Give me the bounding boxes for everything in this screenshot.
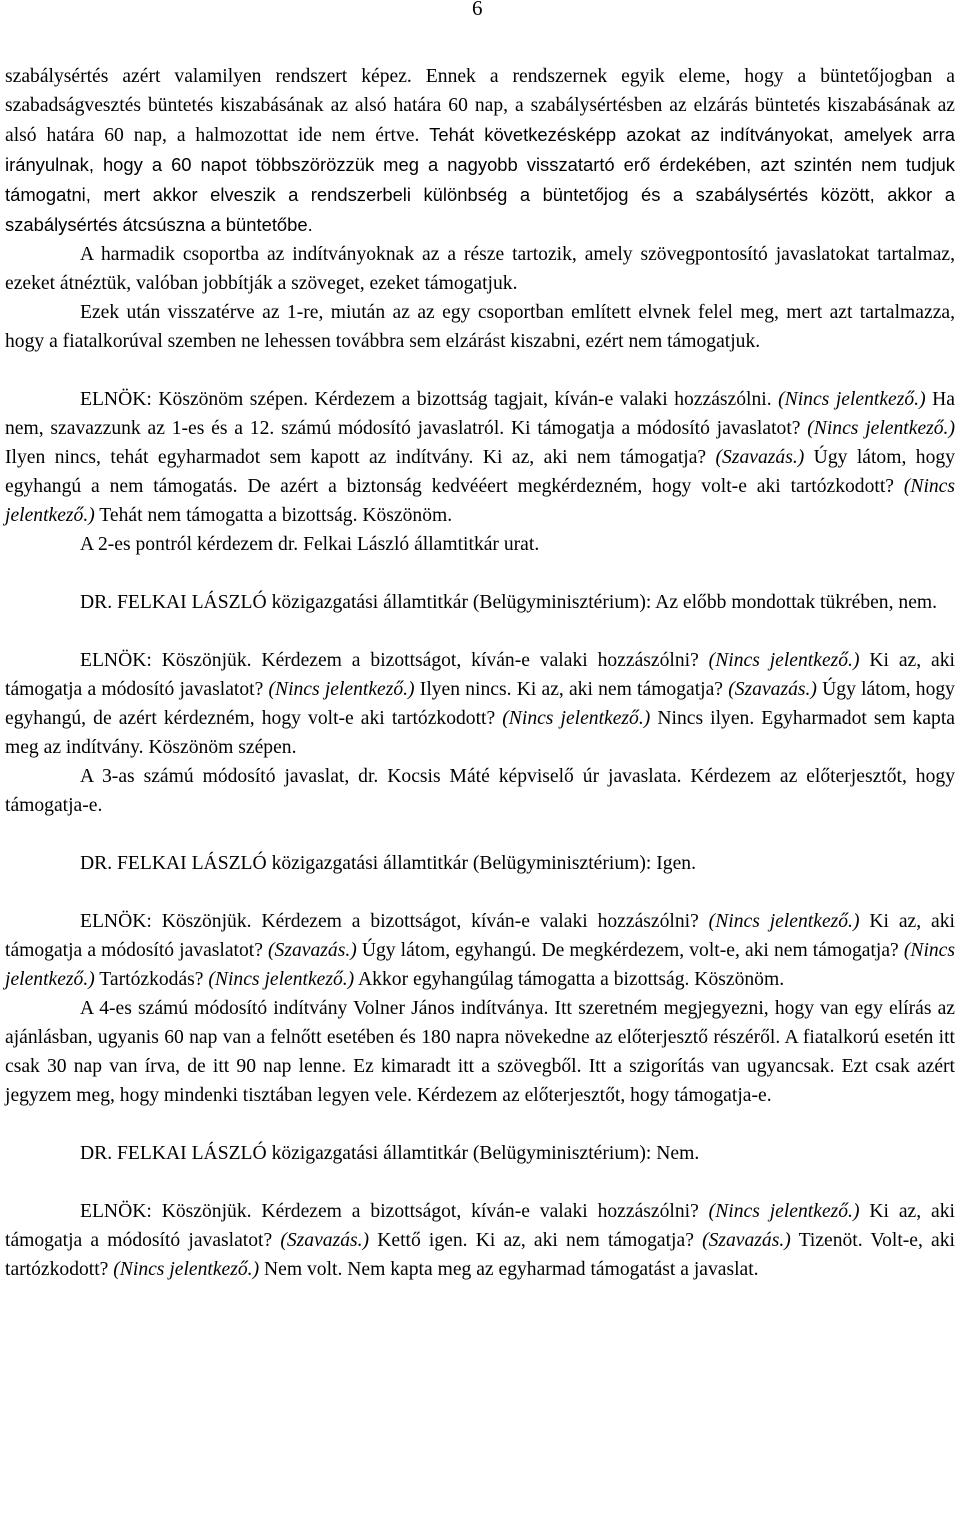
paragraph-1-part-b: Tehát következésképp azokat az indítványokat, amelyek arra irányulnak, hogy a 60 napot többszörözzük meg a nagyobb visszatartó erő érdekében, azt szintén nem tudjuk támogatni, mert akkor elveszik a rendszerbeli különbség a büntetőjog és a szabálysértés között, akkor a szabálysértés átcsúszna a büntetőbe. — [5, 124, 955, 235]
p4-text-4: Úgy látom, hogy egyhangú a nem támogatás. De azért a biztonság kedvééert megkérdezném, hogy volt-e aki tartózkodott? — [5, 447, 955, 497]
p7-remark-1: (Nincs jelentkező.) — [708, 650, 860, 671]
p4-remark-1: (Nincs jelentkező.) — [778, 389, 926, 410]
p7-text-4: Úgy látom, hogy egyhangú, de azért kérdezném, hogy volt-e aki tartózkodott? — [5, 679, 955, 729]
p4-remark-3: (Szavazás.) — [715, 447, 805, 468]
p13-remark-2: (Szavazás.) — [280, 1230, 370, 1251]
p10-text-1: ELNÖK: Köszönjük. Kérdezem a bizottságot, kíván-e valaki hozzászólni? — [80, 911, 709, 932]
p7-text-1: ELNÖK: Köszönjük. Kérdezem a bizottságot, kíván-e valaki hozzászólni? — [80, 650, 709, 671]
page-number-text: 6 — [472, 0, 483, 20]
paragraph-6: DR. FELKAI LÁSZLÓ közigazgatási államtitkár (Belügyminisztérium): Az előbb mondottak tükrében, nem. — [80, 592, 938, 613]
p4-text-2: Ha nem, szavazzunk az 1-es és a 12. számú módosító javaslatról. Ki támogatja a módosító javaslatot? — [5, 389, 955, 439]
document-body — [5, 62, 955, 1284]
p13-remark-1: (Nincs jelentkező.) — [708, 1201, 860, 1222]
paragraph-4 — [5, 385, 955, 530]
p13-text-5: Nem volt. Nem kapta meg az egyharmad támogatást a javaslat. — [259, 1259, 759, 1280]
p10-text-2: Ki az, aki támogatja a módosító javaslatot? — [5, 911, 955, 961]
p13-remark-4: (Nincs jelentkező.) — [113, 1259, 260, 1280]
paragraph-2: A harmadik csoportba az indítványoknak az a része tartozik, amely szövegpontosító javaslatokat tartalmaz, ezeket átnéztük, valóban jobbítják a szöveget, ezeket támogatjuk. — [5, 244, 955, 294]
paragraph-7 — [5, 646, 955, 762]
p13-text-2: Ki az, aki támogatja a módosító javaslatot? — [5, 1201, 955, 1251]
p7-remark-3: (Szavazás.) — [728, 679, 817, 700]
p10-remark-3: (Nincs jelentkező.) — [5, 940, 955, 990]
p10-remark-1: (Nincs jelentkező.) — [708, 911, 860, 932]
paragraph-3: Ezek után visszatérve az 1-re, miután az az egy csoportban említett elvnek felel meg, mert azt tartalmazza, hogy a fiatalkorúval szemben ne lehessen továbbra sem elzárást kiszabni, ezért nem támogatjuk. — [5, 302, 955, 352]
p7-text-3: Ilyen nincs. Ki az, aki nem támogatja? — [414, 679, 729, 700]
paragraph-12: DR. FELKAI LÁSZLÓ közigazgatási államtitkár (Belügyminisztérium): Nem. — [80, 1143, 700, 1164]
p7-text-5: Nincs ilyen. Egyharmadot sem kapta meg az indítvány. Köszönöm szépen. — [5, 708, 955, 758]
p10-text-4: Tartózkodás? — [94, 969, 209, 990]
paragraph-13 — [5, 1197, 955, 1284]
p10-text-5: Akkor egyhangúlag támogatta a bizottság. Köszönöm. — [354, 969, 785, 990]
paragraph-1-part-a: szabálysértés azért valamilyen rendszert képez. Ennek a rendszernek egyik eleme, hogy a büntetőjogban a szabadságvesztés büntetés kiszabásának az alsó határa 60 nap, a szabálysértésben az elzárás büntetés kiszabásának az alsó határa 60 nap, a halmozottat ide nem értve. — [5, 66, 955, 146]
p10-remark-2: (Szavazás.) — [268, 940, 357, 961]
p4-remark-2: (Nincs jelentkező.) — [807, 418, 955, 439]
paragraph-11: A 4-es számú módosító indítvány Volner János indítványa. Itt szeretném megjegyezni, hogy van egy elírás az ajánlásban, ugyanis 60 nap van a felnőtt esetében és 180 napra növekedne az előterjesztő részéről. A fiatalkorú esetén itt csak 30 nap van írva, de itt 90 nap lenne. Ez kimaradt itt a szövegből. Itt a szigorítás van ugyancsak. Ezt csak azért jegyzem meg, hogy mindenki tisztában legyen vele. Kérdezem az előterjesztőt, hogy támogatja-e. — [5, 998, 955, 1106]
p7-text-2: Ki az, aki támogatja a módosító javaslatot? — [5, 650, 955, 700]
paragraph-8: A 3-as számú módosító javaslat, dr. Kocsis Máté képviselő úr javaslata. Kérdezem az előterjesztőt, hogy támogatja-e. — [5, 766, 955, 816]
paragraph-1 — [5, 62, 955, 240]
paragraph-10 — [5, 907, 955, 994]
paragraph-5: A 2-es pontról kérdezem dr. Felkai László államtitkár urat. — [80, 534, 540, 555]
p13-text-1: ELNÖK: Köszönjük. Kérdezem a bizottságot, kíván-e valaki hozzászólni? — [80, 1201, 709, 1222]
p4-text-5: Tehát nem támogatta a bizottság. Köszönöm. — [94, 505, 453, 526]
p10-text-3: Úgy látom, egyhangú. De megkérdezem, volt-e, aki nem támogatja? — [356, 940, 904, 961]
p13-remark-3: (Szavazás.) — [702, 1230, 791, 1251]
p7-remark-4: (Nincs jelentkező.) — [502, 708, 651, 729]
p7-remark-2: (Nincs jelentkező.) — [268, 679, 415, 700]
p4-text-1: ELNÖK: Köszönöm szépen. Kérdezem a bizottság tagjait, kíván-e valaki hozzászólni. — [80, 389, 779, 410]
p10-remark-4: (Nincs jelentkező.) — [208, 969, 355, 990]
p13-text-3: Kettő igen. Ki az, aki nem támogatja? — [369, 1230, 703, 1251]
p4-text-3: Ilyen nincs, tehát egyharmadot sem kapott az indítvány. Ki az, aki nem támogatja? — [5, 447, 716, 468]
p13-text-4: Tizenöt. Volt-e, aki tartózkodott? — [5, 1230, 955, 1280]
paragraph-9: DR. FELKAI LÁSZLÓ közigazgatási államtitkár (Belügyminisztérium): Igen. — [80, 853, 696, 874]
p4-remark-4: (Nincs jelentkező.) — [5, 476, 955, 526]
